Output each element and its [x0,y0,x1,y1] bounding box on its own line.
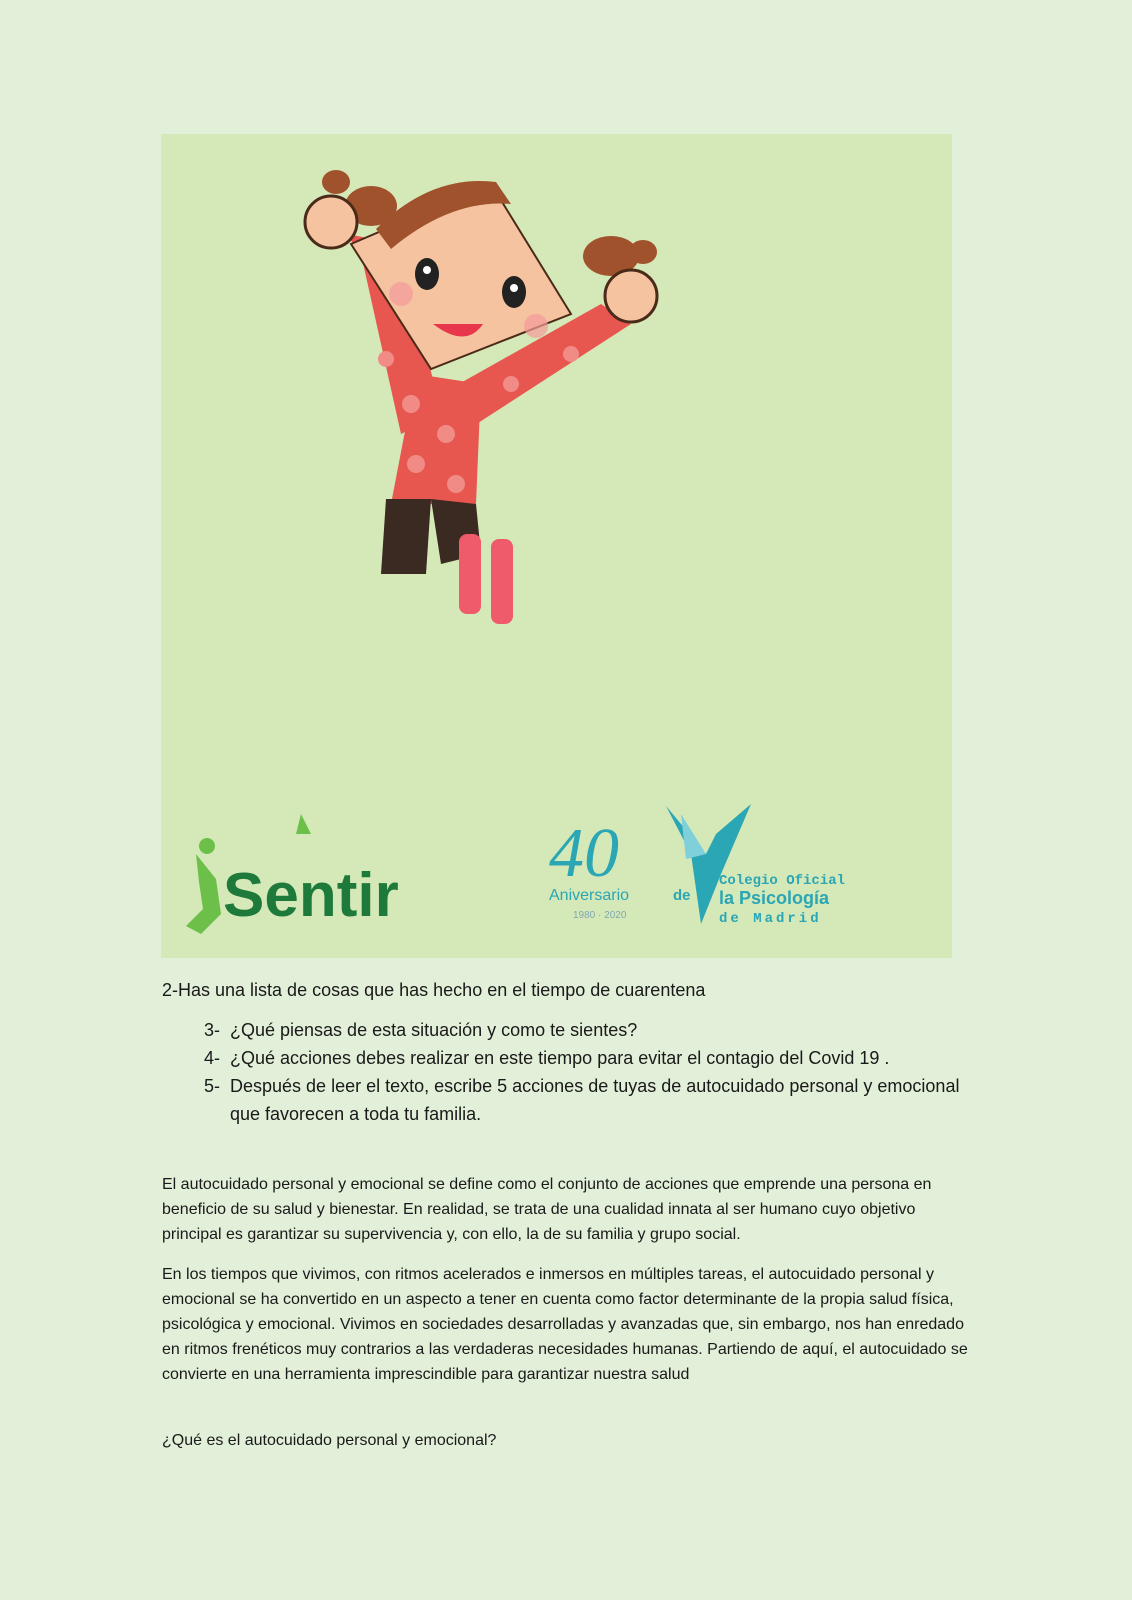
question-list [162,1016,962,1128]
list-item [162,1044,962,1072]
logo-line-2: la Psicología [719,888,830,908]
question-intro: 2-Has una lista de cosas que has hecho en el tiempo de cuarentena [162,980,706,1000]
paragraph-context: En los tiempos que vivimos, con ritmos acelerados e inmersos en múltiples tareas, el autocuidado personal y emocional se ha convertido en un aspecto a tener en cuenta como factor determinante de la propia salud física, psicológica y emocional. Vivimos en sociedades desarrolladas y avanzadas que, sin embargo, nos han enredado en ritmos frenéticos muy contrarios a las verdaderas necesidades humanas. Partiendo de aquí, el autocuidado se convierte en una herramienta imprescindible para garantizar nuestra salud [162,1266,968,1383]
list-item-text: ¿Qué acciones debes realizar en este tiempo para evitar el contagio del Covid 19 . [230,1048,890,1068]
anniversary-number: 40 [549,815,619,892]
sentir-logo-text: Sentir [223,861,399,930]
logo-line-3: de Madrid [719,911,822,927]
list-item [162,1016,962,1044]
sentir-logo [186,814,399,934]
logo-line-1: Colegio Oficial [719,873,846,889]
list-item-number: 5- [203,1076,220,1096]
colegio-psicologia-logo [549,804,845,927]
anniversary-years: 1980 · 2020 [573,910,627,921]
girl-jumping-illustration [161,134,952,958]
list-item-number: 4- [203,1048,220,1068]
logo-connector: de [673,887,691,904]
list-item [162,1072,962,1128]
paragraph-definition: El autocuidado personal y emocional se define como el conjunto de acciones que emprende una persona en beneficio de su salud y bienestar. En realidad, se trata de una cualidad innata al ser humano cuyo objetivo principal es garantizar su supervivencia y, con ello, la de su familia y grupo social. [162,1176,932,1243]
girl-figure [305,170,657,624]
anniversary-label: Aniversario [549,887,630,904]
paragraph-question: ¿Qué es el autocuidado personal y emocional? [162,1432,497,1449]
list-item-text: Después de leer el texto, escribe 5 acciones de tuyas de autocuidado personal y emocional que favorecen a toda tu familia. [230,1076,960,1124]
list-item-number: 3- [203,1020,220,1040]
list-item-text: ¿Qué piensas de esta situación y como te sientes? [230,1020,638,1040]
